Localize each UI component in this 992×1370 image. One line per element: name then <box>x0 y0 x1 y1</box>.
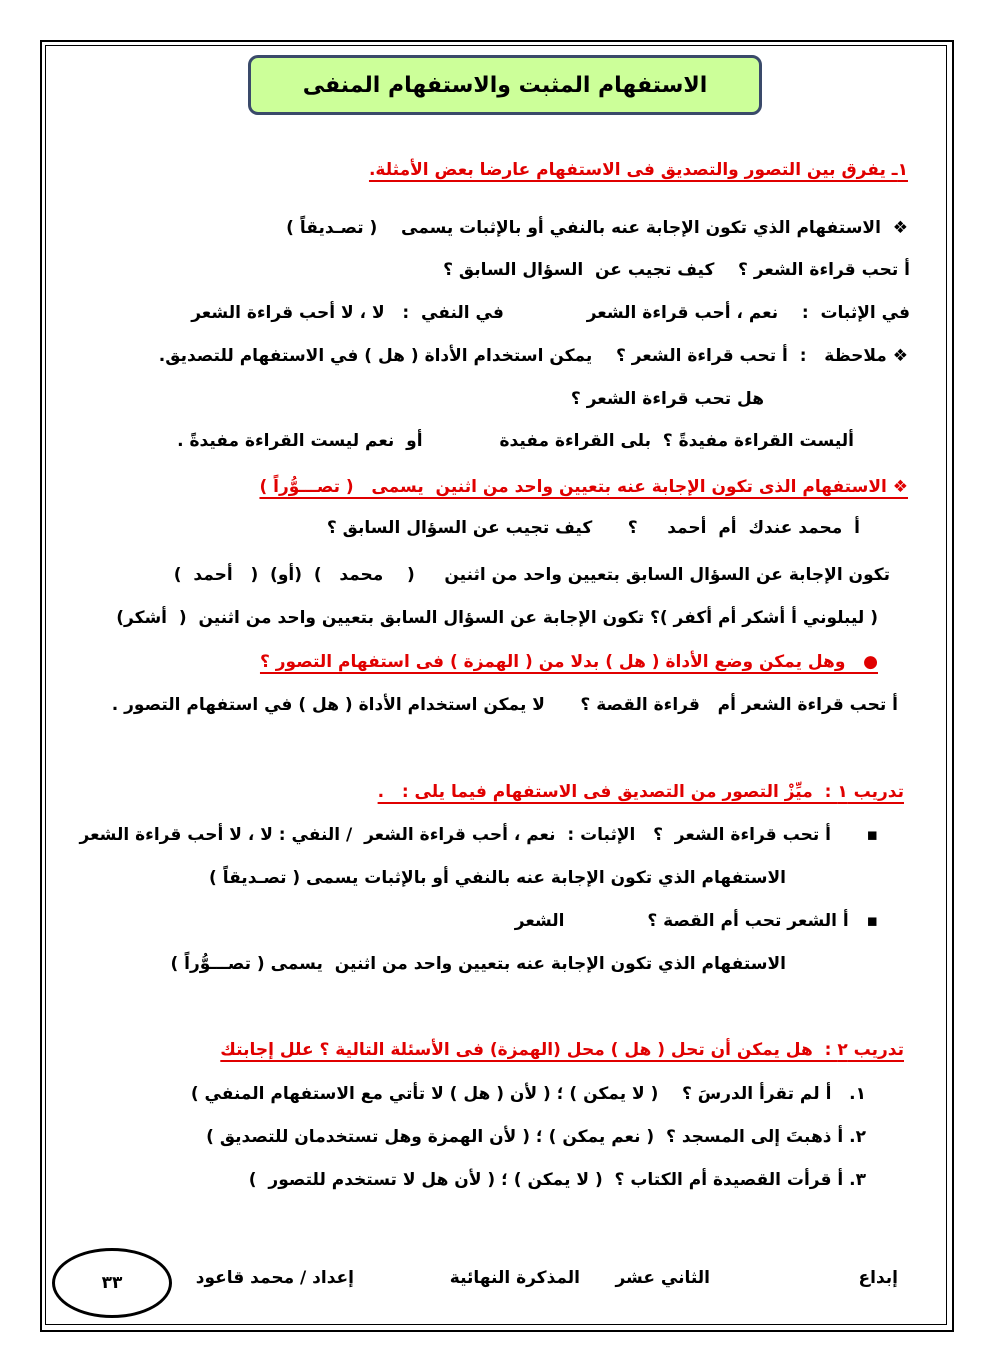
text-line: هل تحب قراءة الشعر ؟ <box>570 389 764 409</box>
text-line: الاستفهام الذي تكون الإجابة عنه بتعيين واحد من اثنين يسمى ( تصـــوُّراً ) <box>170 954 786 974</box>
footer-memo: المذكرة النهائية <box>449 1268 580 1288</box>
bullet-question: ● وهل يمكن وضع الأداة ( هل ) بدلا من ( الهمزة ) فى استفهام التصور ؟ <box>259 652 878 672</box>
footer-grade: الثاني عشر <box>615 1268 710 1288</box>
page-title: الاستفهام المثبت والاستفهام المنفى <box>248 55 762 115</box>
exercise2-heading: تدريب ٢ : هل يمكن أن تحل ( هل ) محل (الهمزة) فى الأسئلة التالية ؟ علل إجابتك <box>220 1040 904 1060</box>
footer-author: إعداد / محمد قاعود <box>195 1268 354 1288</box>
text-line: ( ليبلوني أ أشكر أم أكفر )؟ تكون الإجابة عن السؤال السابق بتعيين واحد من اثنين ( أشكر) <box>116 608 878 628</box>
text-line: أ تحب قراءة الشعر ؟ كيف تجيب عن السؤال السابق ؟ <box>443 260 910 280</box>
exercise1-heading: تدريب ١ : ميِّزْ التصور من التصديق فى الاستفهام فيما يلى : . <box>377 782 904 802</box>
text-line: في الإثبات : نعم ، أحب قراءة الشعر في النفي : لا ، لا أحب قراءة الشعر <box>191 303 910 323</box>
footer-ibdaa: إبداع <box>858 1268 898 1288</box>
tasawwur-definition: ❖ الاستفهام الذى تكون الإجابة عنه بتعيين واحد من اثنين يسمى ( تصـــوُّراً ) <box>259 477 908 497</box>
list-item: ١. أ لم تقرأ الدرسَ ؟ ( لا يمكن ) ؛ ( لأن ( هل ) لا تأتي مع الاستفهام المنفي ) <box>190 1084 866 1104</box>
section1-heading: ١ـ يفرق بين التصور والتصديق فى الاستفهام عارضا بعض الأمثلة. <box>368 160 908 180</box>
text-line: ▪ أ تحب قراءة الشعر ؟ الإثبات : نعم ، أحب قراءة الشعر / النفي : لا ، لا أحب قراءة الشعر <box>79 825 878 845</box>
text-line: ❖ ملاحظة : أ تحب قراءة الشعر ؟ يمكن استخدام الأداة ( هل ) في الاستفهام للتصديق. <box>158 346 908 366</box>
text-line: ▪ أ الشعر تحب أم القصة ؟ الشعر <box>514 911 878 931</box>
text-line: الاستفهام الذي تكون الإجابة عنه بالنفي أو بالإثبات يسمى ( تصـديقاً ) <box>209 868 786 888</box>
text-line: أ تحب قراءة الشعر أم قراءة القصة ؟ لا يمكن استخدام الأداة ( هل ) في استفهام التصور . <box>111 695 898 715</box>
list-item: ٣. أ قرأت القصيدة أم الكتاب ؟ ( لا يمكن ) ؛ ( لأن هل لا تستخدم للتصور ) <box>248 1170 866 1190</box>
text-line: تكون الإجابة عن السؤال السابق بتعيين واحد من اثنين ( محمد ) (أو) ( أحمد ) <box>173 565 890 585</box>
text-line: أليست القراءة مفيدةً ؟ بلى القراءة مفيدة أو نعم ليست القراءة مفيدةً . <box>177 431 854 451</box>
text-line: ❖ الاستفهام الذي تكون الإجابة عنه بالنفي أو بالإثبات يسمى ( تصـديقاً ) <box>286 218 908 238</box>
page-number: ٣٣ <box>52 1248 172 1318</box>
text-line: أ محمد عندك أم أحمد ؟ كيف تجيب عن السؤال السابق ؟ <box>326 518 860 538</box>
list-item: ٢. أ ذهبتَ إلى المسجد ؟ ( نعم يمكن ) ؛ ( لأن الهمزة وهل تستخدمان للتصديق ) <box>206 1127 866 1147</box>
